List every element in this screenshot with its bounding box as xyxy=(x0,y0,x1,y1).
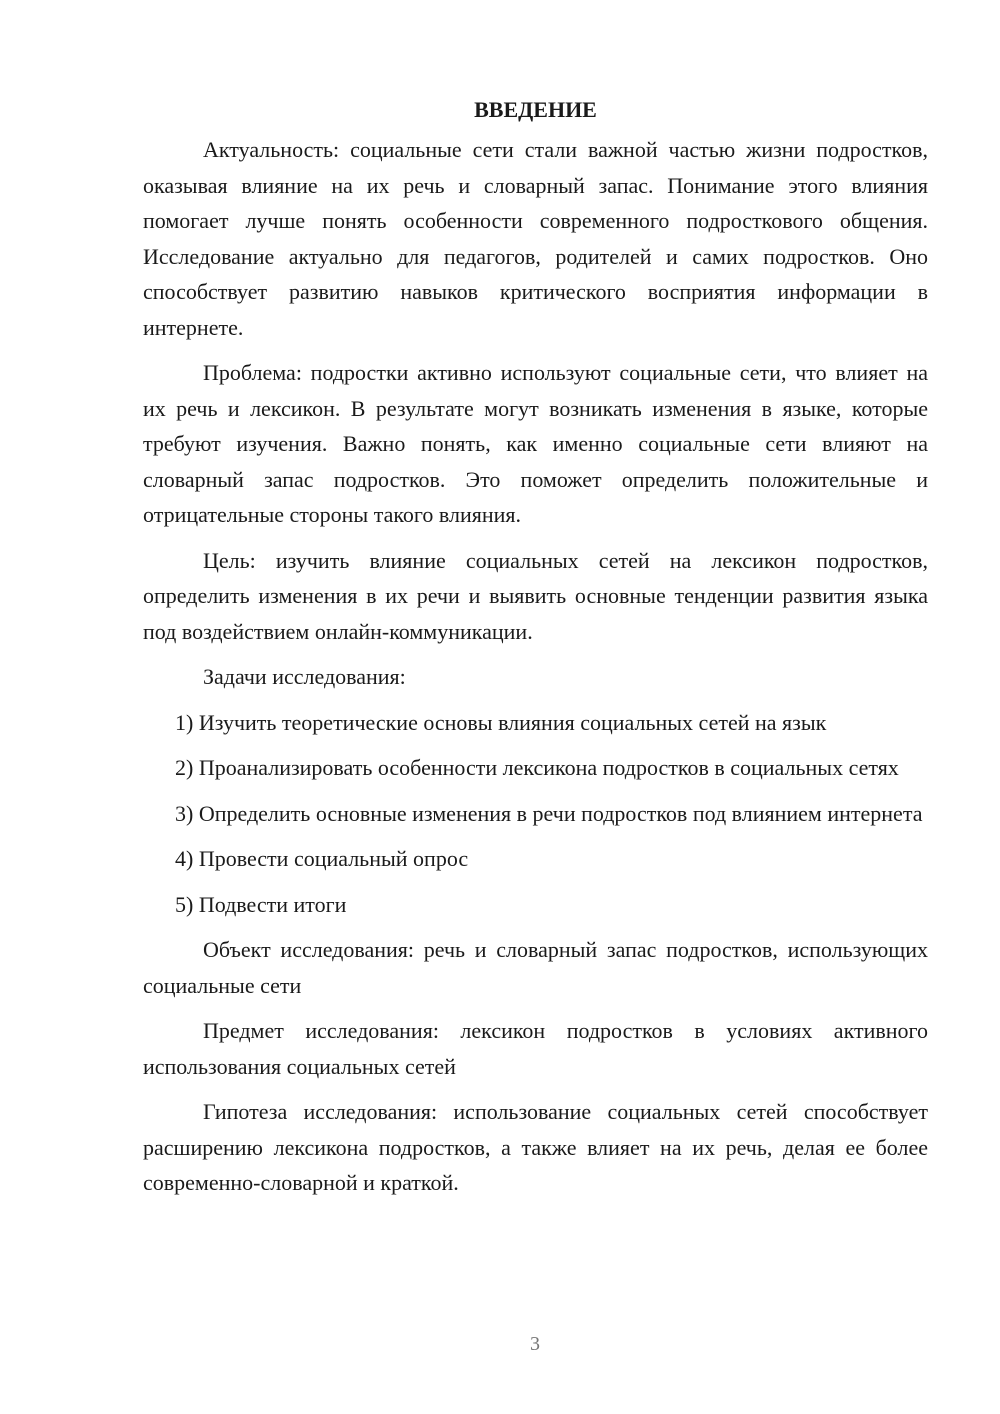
task-item: 5) Подвести итоги xyxy=(175,891,347,917)
tasks-heading: Задачи исследования: xyxy=(203,664,406,689)
task-item: 4) Провести социальный опрос xyxy=(175,846,469,871)
hypothesis-paragraph: Гипотеза исследования: использование социальных сетей способствует расширению лексикона подростков, а также влияет на их речь, делая ее более современно-словарной и краткой. xyxy=(143,1099,928,1195)
task-item: 3) Определить основные изменения в речи подростков под влиянием интернета xyxy=(175,800,923,826)
object-paragraph: Объект исследования: речь и словарный запас подростков, использующих социальные сети xyxy=(143,937,928,998)
tasks-list xyxy=(143,705,928,923)
goal-paragraph: Цель: изучить влияние социальных сетей на лексикон подростков, определить изменения в их речи и выявить основные тенденции развития языка под воздействием онлайн-коммуникации. xyxy=(143,547,928,644)
page-number: 3 xyxy=(530,1333,540,1355)
relevance-paragraph: Актуальность: социальные сети стали важной частью жизни подростков, оказывая влияние на их речь и словарный запас. Понимание этого влияния помогает лучше понять особенности современного подросткового общения. Исследование актуально для педагогов, родителей и самих подростков. Оно способствует развитию навыков критического восприятия информации в интернете. xyxy=(143,137,928,340)
document-page xyxy=(143,92,928,1211)
subject-paragraph: Предмет исследования: лексикон подростков в условиях активного использования социальных сетей xyxy=(143,1018,928,1079)
section-title: ВВЕДЕНИЕ xyxy=(474,97,597,122)
task-item: 1) Изучить теоретические основы влияния социальных сетей на язык xyxy=(175,709,827,735)
problem-paragraph: Проблема: подростки активно используют социальные сети, что влияет на их речь и лексикон. В результате могут возникать изменения в языке, которые требуют изучения. Важно понять, как именно социальные сети влияют на словарный запас подростков. Это поможет определить положительные и отрицательные стороны такого влияния. xyxy=(143,360,928,527)
task-item: 2) Проанализировать особенности лексикона подростков в социальных сетях xyxy=(175,755,899,780)
